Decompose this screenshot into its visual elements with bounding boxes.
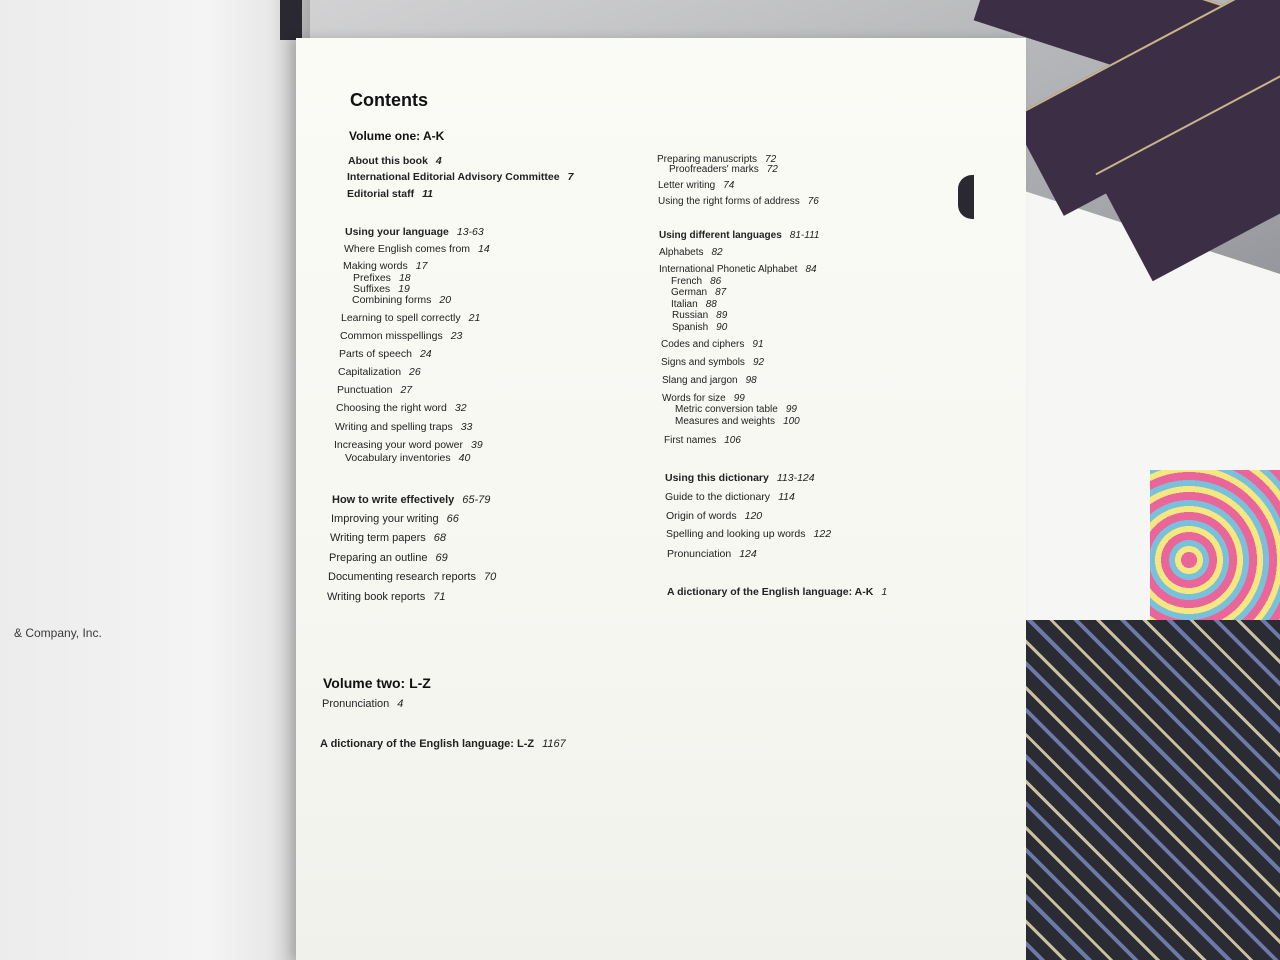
toc-entry: Pronunciation 4 — [322, 698, 404, 710]
dictionary-entry-a-k: A dictionary of the English language: A-K 1 — [667, 586, 888, 598]
toc-entry: Punctuation 27 — [337, 384, 413, 396]
toc-entry: Choosing the right word 32 — [336, 402, 467, 414]
toc-entry: Origin of words 120 — [666, 510, 763, 522]
toc-entry: Making words 17 — [343, 260, 428, 272]
volume-one-heading: Volume one: A-K — [349, 129, 445, 143]
toc-entry: Increasing your word power 39 — [334, 439, 483, 451]
toc-entry: Editorial staff 11 — [347, 188, 433, 200]
section-heading: Using different languages 81-111 — [659, 230, 820, 241]
toc-entry: Spelling and looking up words 122 — [666, 528, 832, 540]
toc-entry: Parts of speech 24 — [339, 348, 432, 360]
toc-subentry: Russian 89 — [672, 310, 728, 321]
toc-entry: Slang and jargon 98 — [662, 375, 757, 386]
section-heading: Using this dictionary 113-124 — [665, 472, 815, 484]
page-tab-notch — [958, 175, 974, 219]
toc-entry: Words for size 99 — [662, 393, 745, 404]
toc-entry: Alphabets 82 — [659, 247, 723, 258]
toc-entry: Preparing manuscripts 72 — [657, 154, 777, 165]
toc-entry: Letter writing 74 — [658, 180, 735, 191]
toc-entry: International Editorial Advisory Committee 7 — [347, 171, 574, 183]
toc-subentry: Italian 88 — [671, 299, 717, 310]
page-title: Contents — [350, 90, 428, 110]
toc-subentry: Prefixes 18 — [353, 272, 411, 284]
toc-entry: Pronunciation 124 — [667, 548, 757, 560]
volume-two-heading: Volume two: L-Z — [323, 675, 431, 691]
toc-subentry: Suffixes 19 — [353, 283, 410, 295]
toc-entry: Improving your writing 66 — [331, 513, 459, 525]
book-binding — [280, 0, 302, 40]
toc-entry: Writing term papers 68 — [330, 532, 447, 544]
toc-subentry: Spanish 90 — [672, 322, 728, 333]
toc-subentry: German 87 — [671, 287, 727, 298]
left-page — [0, 0, 300, 960]
toc-entry: Documenting research reports 70 — [328, 571, 497, 583]
publisher-text: & Company, Inc. — [14, 626, 102, 640]
toc-entry: Where English comes from 14 — [344, 243, 490, 255]
toc-subentry: Proofreaders' marks 72 — [669, 164, 778, 175]
toc-subentry: Measures and weights 100 — [675, 416, 800, 427]
toc-entry: International Phonetic Alphabet 84 — [659, 264, 817, 275]
toc-entry: Writing book reports 71 — [327, 591, 446, 603]
toc-entry: Preparing an outline 69 — [329, 552, 448, 564]
toc-entry: Signs and symbols 92 — [661, 357, 765, 368]
toc-entry: Using the right forms of address 76 — [658, 196, 819, 207]
toc-subentry: Metric conversion table 99 — [675, 404, 797, 415]
background-cloth — [1020, 620, 1280, 960]
toc-subentry: French 86 — [671, 276, 722, 287]
toc-entry: Codes and ciphers 91 — [661, 339, 764, 350]
toc-subentry: Combining forms 20 — [352, 294, 452, 306]
toc-entry: Guide to the dictionary 114 — [665, 491, 795, 503]
toc-entry: Writing and spelling traps 33 — [335, 421, 473, 433]
toc-subentry: Vocabulary inventories 40 — [345, 452, 471, 464]
dictionary-entry-l-z: A dictionary of the English language: L-Z 1167 — [320, 738, 566, 750]
toc-entry: Learning to spell correctly 21 — [341, 312, 481, 324]
toc-entry: Common misspellings 23 — [340, 330, 463, 342]
toc-entry: First names 106 — [664, 435, 741, 446]
section-heading: Using your language 13-63 — [345, 226, 484, 238]
toc-entry: About this book 4 — [348, 155, 442, 167]
toc-entry: Capitalization 26 — [338, 366, 421, 378]
section-heading: How to write effectively 65-79 — [332, 494, 491, 506]
